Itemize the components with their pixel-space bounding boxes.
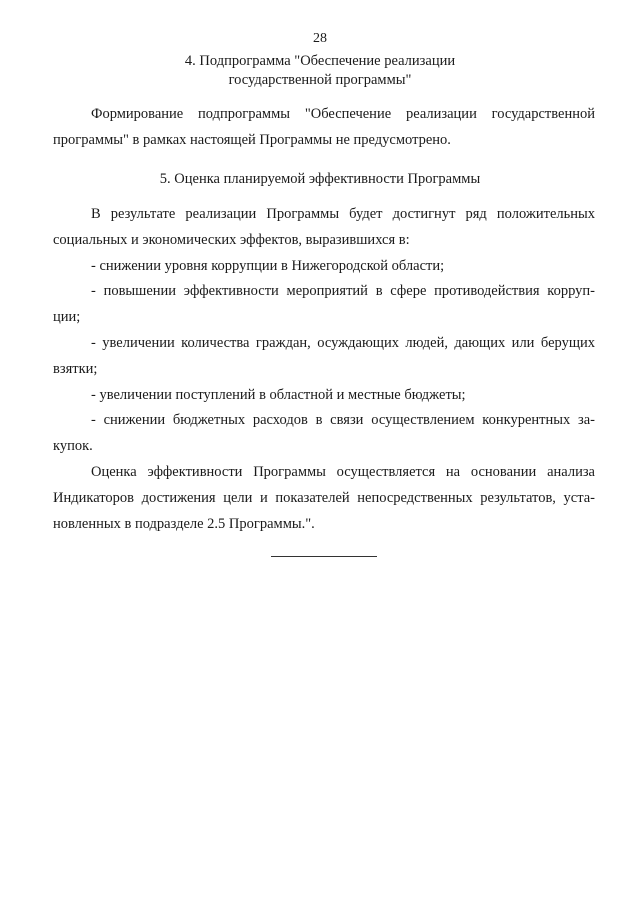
closing-line: Оценка эффективности Программы осуществляется на основании анализа bbox=[91, 463, 595, 480]
section-4-paragraph bbox=[53, 102, 595, 154]
list-item-5-line: - снижении бюджетных расходов в связи осуществлением конкурентных за- bbox=[91, 412, 595, 429]
paragraph-line: программы" в рамках настоящей Программы не предусмотрено. bbox=[53, 131, 451, 148]
list-item-2-line: - повышении эффективности мероприятий в сфере противодействия корруп- bbox=[91, 283, 595, 300]
page-number: 28 bbox=[313, 31, 327, 46]
section-4-heading bbox=[0, 52, 640, 90]
section-5-heading: 5. Оценка планируемой эффективности Программы bbox=[159, 171, 481, 187]
list-item-3-line: - увеличении количества граждан, осуждающих людей, дающих или берущих bbox=[91, 334, 595, 351]
closing-line: Индикаторов достижения цели и показателей непосредственных результатов, уста- bbox=[53, 489, 595, 506]
list-item-3-line: взятки; bbox=[53, 360, 98, 377]
intro-line: В результате реализации Программы будет достигнут ряд положительных bbox=[91, 206, 595, 222]
list-item-4: - увеличении поступлений в областной и местные бюджеты; bbox=[91, 386, 466, 403]
list-item-1: - снижении уровня коррупции в Нижегородской области; bbox=[91, 257, 445, 274]
list-item-2-line: ции; bbox=[53, 309, 81, 326]
list-item-5-line: купок. bbox=[53, 438, 93, 455]
section-4-heading-line-1: 4. Подпрограмма "Обеспечение реализации bbox=[184, 53, 456, 69]
paragraph-line: Формирование подпрограммы "Обеспечение реализации государственной bbox=[91, 106, 595, 122]
section-4-heading-line-2: государственной программы" bbox=[228, 72, 412, 88]
closing-line: новленных в подразделе 2.5 Программы.". bbox=[53, 515, 315, 532]
end-divider bbox=[271, 556, 377, 557]
intro-line: социальных и экономических эффектов, выразившихся в: bbox=[53, 231, 410, 248]
section-5-body bbox=[53, 202, 595, 537]
